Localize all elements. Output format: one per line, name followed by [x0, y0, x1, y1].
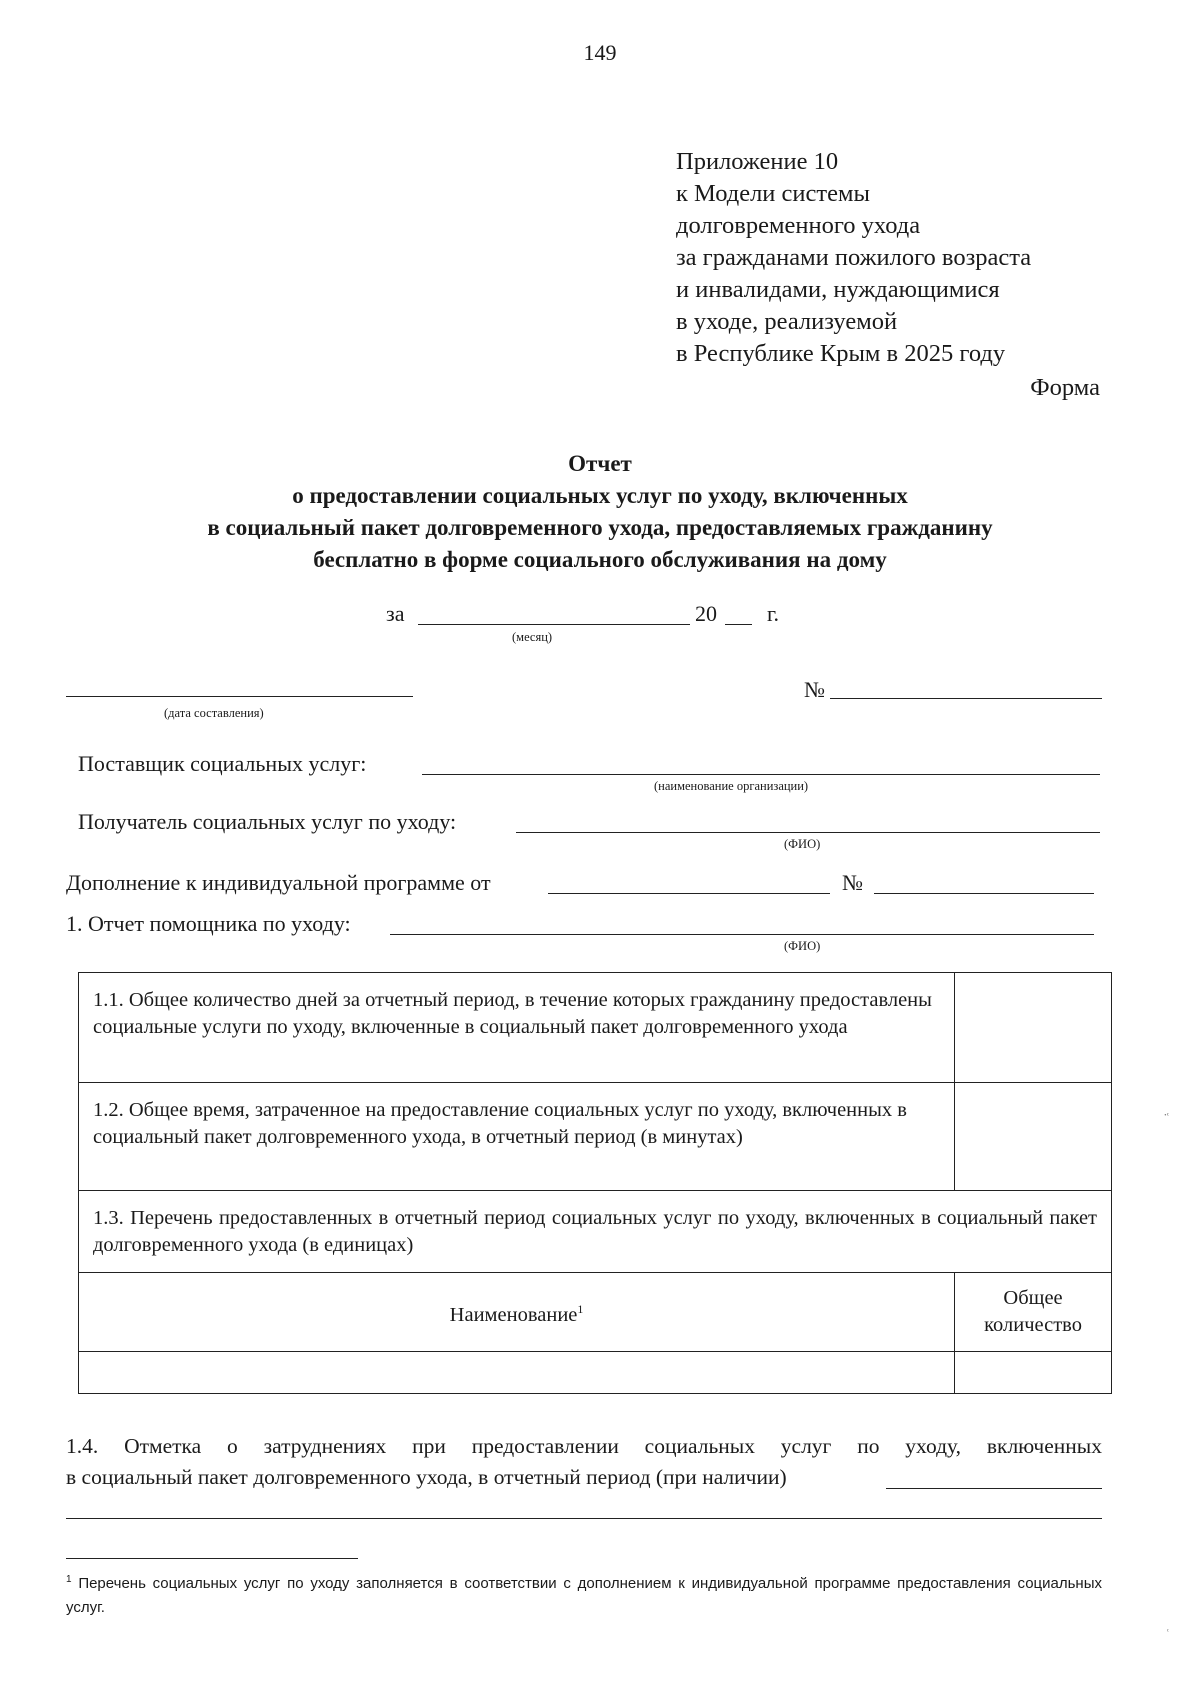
footnote — [66, 1568, 1102, 1620]
total-column-label-line: Общее — [1003, 1287, 1063, 1309]
row-1-3-label: 1.3. Перечень предоставленных в отчетный период социальных услуг по уходу, включенных в социальный пакет долговременного ухода (в единицах) — [79, 1191, 1112, 1273]
year-field[interactable] — [725, 624, 752, 625]
appendix-line: в уходе, реализуемой — [676, 308, 898, 335]
scan-speck: ʿ — [1165, 1628, 1170, 1643]
row-1-1-value-cell[interactable] — [955, 973, 1112, 1083]
total-column-label-line: количество — [984, 1314, 1082, 1336]
service-name-cell[interactable] — [79, 1352, 955, 1394]
addendum-number-field[interactable] — [874, 893, 1094, 894]
row-1-2-label: 1.2. Общее время, затраченное на предоставление социальных услуг по уходу, включенных в социальный пакет долговременного ухода, в отчетный период (в минутах) — [79, 1083, 955, 1191]
appendix-line: к Модели системы — [676, 180, 870, 207]
row-1-2-value-cell[interactable] — [955, 1083, 1112, 1191]
report-table — [78, 972, 1112, 1394]
section-1-4-line1: 1.4. Отметка о затруднениях при предоставлении социальных услуг по уходу, включенных — [66, 1434, 1102, 1458]
section-1-4-line2: в социальный пакет долговременного ухода, в отчетный период (при наличии) — [66, 1465, 787, 1489]
service-total-cell[interactable] — [955, 1352, 1112, 1394]
year-prefix: 20 — [695, 601, 717, 626]
appendix-line: и инвалидами, нуждающимися — [676, 276, 1000, 303]
document-title — [0, 448, 1200, 576]
appendix-line: Приложение 10 — [676, 148, 839, 175]
assistant-caption: (ФИО) — [784, 939, 821, 953]
addendum-number-sign: № — [842, 870, 863, 895]
document-number-field[interactable] — [830, 698, 1102, 699]
period-prefix: за — [386, 601, 405, 626]
title-heading: Отчет — [568, 451, 632, 476]
provider-caption: (наименование организации) — [654, 779, 809, 793]
compilation-date-caption: (дата составления) — [164, 706, 264, 720]
page-number: 149 — [583, 40, 617, 65]
appendix-reference — [676, 146, 1031, 370]
table-row — [79, 1191, 1112, 1273]
total-column-header — [955, 1273, 1112, 1352]
title-line: в социальный пакет долговременного ухода, предоставляемых гражданину — [207, 515, 993, 540]
title-line: о предоставлении социальных услуг по уходу, включенных — [292, 483, 908, 508]
provider-field[interactable] — [422, 774, 1100, 775]
name-column-header — [79, 1273, 955, 1352]
appendix-line: долговременного ухода — [676, 212, 921, 239]
footnote-text: Перечень социальных услуг по уходу заполняется в соответствии с дополнением к индивидуальной программе предоставления социальных услуг. — [66, 1575, 1102, 1616]
recipient-caption: (ФИО) — [784, 837, 821, 851]
assistant-label: 1. Отчет помощника по уходу: — [66, 911, 351, 936]
appendix-line: в Республике Крым в 2025 году — [676, 340, 1006, 367]
footnote-marker: 1 — [66, 1574, 72, 1585]
month-field[interactable] — [418, 624, 690, 625]
addendum-date-field[interactable] — [548, 893, 830, 894]
name-column-label: Наименование — [449, 1303, 578, 1326]
table-row — [79, 973, 1112, 1083]
appendix-line: за гражданами пожилого возраста — [676, 244, 1032, 271]
row-1-1-label: 1.1. Общее количество дней за отчетный период, в течение которых гражданину предоставлены социальные услуги по уходу, включенные в социальный пакет долговременного ухода — [79, 973, 955, 1083]
year-suffix: г. — [767, 601, 780, 626]
difficulties-field[interactable] — [886, 1488, 1102, 1489]
assistant-field[interactable] — [390, 934, 1094, 935]
recipient-label: Получатель социальных услуг по уходу: — [78, 809, 457, 834]
footnote-reference: 1 — [577, 1301, 584, 1316]
provider-label: Поставщик социальных услуг: — [78, 751, 367, 776]
table-row — [79, 1083, 1112, 1191]
addendum-label: Дополнение к индивидуальной программе от — [66, 870, 491, 895]
form-label: Форма — [1030, 374, 1100, 401]
footnote-separator — [66, 1558, 358, 1559]
recipient-field[interactable] — [516, 832, 1100, 833]
scan-speck: ̇ʿ — [1165, 1112, 1170, 1127]
title-line: бесплатно в форме социального обслуживания на дому — [313, 547, 887, 572]
number-sign: № — [804, 677, 825, 702]
compilation-date-field[interactable] — [66, 696, 413, 697]
month-caption: (месяц) — [512, 630, 553, 644]
table-row — [79, 1352, 1112, 1394]
difficulties-field-continuation[interactable] — [66, 1518, 1102, 1519]
table-header-row — [79, 1273, 1112, 1352]
